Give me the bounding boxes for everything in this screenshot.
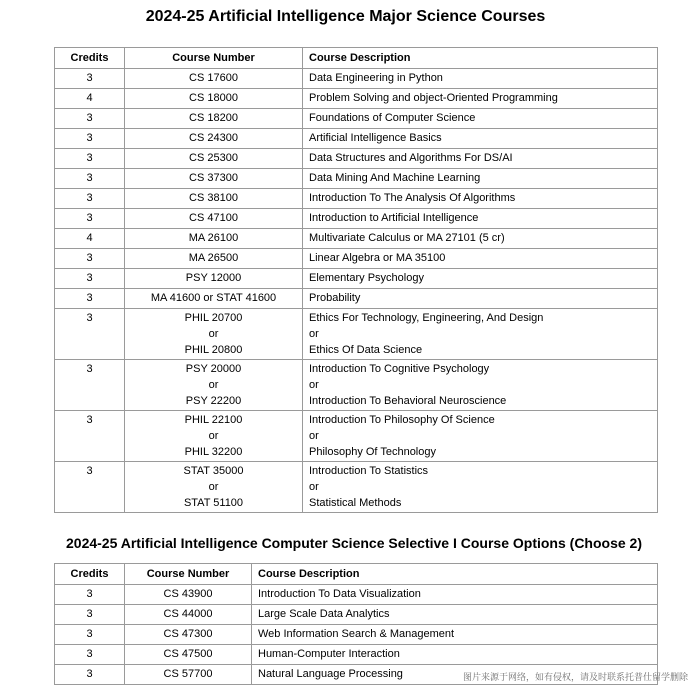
course-number-cell: CS 43900: [125, 585, 252, 605]
credits-cell: 3: [55, 69, 125, 89]
course-description-cell: Introduction To Data Visualization: [252, 585, 658, 605]
credits-cell: 3: [55, 645, 125, 665]
table-row: [55, 69, 658, 89]
table-row: [55, 309, 658, 360]
course-description-cell: Probability: [303, 289, 658, 309]
or-label: or: [309, 430, 319, 442]
course-number-cell: PSY 12000: [125, 269, 303, 289]
course-description-option-b: Statistical Methods: [309, 497, 402, 509]
course-description-cell: Foundations of Computer Science: [303, 109, 658, 129]
course-number-cell: CS 18200: [125, 109, 303, 129]
course-number-option-b: PHIL 20800: [184, 344, 243, 356]
credits-header: Credits: [55, 564, 125, 585]
credits-header: Credits: [55, 48, 125, 69]
credits-cell: 4: [55, 89, 125, 109]
course-description-cell: Data Structures and Algorithms For DS/AI: [303, 149, 658, 169]
course-description-cell: [303, 462, 658, 513]
course-description-option-b: Philosophy Of Technology: [309, 446, 436, 458]
course-description-header: Course Description: [252, 564, 658, 585]
major-courses-table: [54, 47, 658, 513]
course-description-cell: Human-Computer Interaction: [252, 645, 658, 665]
course-description-cell: Data Engineering in Python: [303, 69, 658, 89]
credits-cell: 3: [55, 129, 125, 149]
credits-cell: 3: [55, 269, 125, 289]
or-label: or: [309, 481, 319, 493]
course-description-cell: Linear Algebra or MA 35100: [303, 249, 658, 269]
course-number-cell: [125, 462, 303, 513]
course-description-cell: Problem Solving and object-Oriented Programming: [303, 89, 658, 109]
course-number-cell: CS 37300: [125, 169, 303, 189]
course-description-cell: Introduction to Artificial Intelligence: [303, 209, 658, 229]
course-description-cell: Elementary Psychology: [303, 269, 658, 289]
watermark-text: 图片来源于网络，如有侵权，请及时联系托普仕留学删除: [462, 672, 688, 682]
table-row: [55, 411, 658, 462]
course-number-cell: CS 47300: [125, 625, 252, 645]
table-row: [55, 129, 658, 149]
credits-cell: 4: [55, 229, 125, 249]
credits-cell: 3: [55, 625, 125, 645]
credits-cell: 3: [55, 249, 125, 269]
course-description-option-a: Introduction To Cognitive Psychology: [309, 363, 490, 375]
table-row: [55, 249, 658, 269]
credits-cell: 3: [55, 109, 125, 129]
course-number-cell: MA 41600 or STAT 41600: [125, 289, 303, 309]
course-description-cell: [303, 309, 658, 360]
course-number-cell: [125, 360, 303, 411]
course-number-cell: [125, 309, 303, 360]
or-label: or: [208, 328, 219, 340]
table-row: [55, 289, 658, 309]
course-description-cell: Data Mining And Machine Learning: [303, 169, 658, 189]
course-number-cell: [125, 411, 303, 462]
course-description-cell: Natural Language Processing: [252, 665, 658, 685]
course-description-option-a: Ethics For Technology, Engineering, And Design: [309, 312, 544, 324]
table-row: [55, 169, 658, 189]
table-row: [55, 229, 658, 249]
course-number-cell: CS 47100: [125, 209, 303, 229]
table-row: [55, 269, 658, 289]
course-description-header: Course Description: [303, 48, 658, 69]
course-description-cell: [303, 360, 658, 411]
or-label: or: [309, 328, 319, 340]
course-number-option-b: PHIL 32200: [184, 446, 243, 458]
credits-cell: 3: [55, 169, 125, 189]
table-row: [55, 189, 658, 209]
credits-cell: 3: [55, 309, 125, 360]
course-number-cell: CS 47500: [125, 645, 252, 665]
table-row: [55, 462, 658, 513]
credits-cell: 3: [55, 189, 125, 209]
table-header-row: [55, 564, 658, 585]
credits-cell: 3: [55, 462, 125, 513]
table-row: [55, 209, 658, 229]
course-number-cell: CS 44000: [125, 605, 252, 625]
selective-courses-table: [54, 563, 658, 685]
table-row: [55, 605, 658, 625]
course-description-cell: [303, 411, 658, 462]
course-number-option-b: STAT 51100: [183, 497, 244, 509]
course-description-option-a: Introduction To Statistics: [309, 465, 429, 477]
course-number-cell: CS 57700: [125, 665, 252, 685]
course-number-cell: CS 18000: [125, 89, 303, 109]
course-description-option-b: Introduction To Behavioral Neuroscience: [309, 395, 507, 407]
course-description-option-b: Ethics Of Data Science: [309, 344, 423, 356]
or-label: or: [309, 379, 319, 391]
course-number-cell: MA 26500: [125, 249, 303, 269]
credits-cell: 3: [55, 149, 125, 169]
selective-courses-title: 2024-25 Artificial Intelligence Computer Science Selective I Course Options (Choose 2): [66, 535, 642, 551]
course-number-option-a: PSY 20000: [185, 363, 242, 375]
course-number-option-b: PSY 22200: [185, 395, 242, 407]
course-number-option-a: PHIL 20700: [184, 312, 243, 324]
credits-cell: 3: [55, 209, 125, 229]
credits-cell: 3: [55, 360, 125, 411]
credits-cell: 3: [55, 411, 125, 462]
course-description-cell: Artificial Intelligence Basics: [303, 129, 658, 149]
credits-cell: 3: [55, 605, 125, 625]
table-row: [55, 360, 658, 411]
table-row: [55, 109, 658, 129]
course-number-cell: CS 38100: [125, 189, 303, 209]
course-description-cell: Web Information Search & Management: [252, 625, 658, 645]
table-row: [55, 645, 658, 665]
course-description-cell: Introduction To The Analysis Of Algorithms: [303, 189, 658, 209]
or-label: or: [208, 481, 219, 493]
table-row: [55, 89, 658, 109]
course-number-cell: CS 17600: [125, 69, 303, 89]
course-number-cell: CS 25300: [125, 149, 303, 169]
or-label: or: [208, 379, 219, 391]
table-row: [55, 625, 658, 645]
course-number-option-a: PHIL 22100: [184, 414, 243, 426]
course-description-cell: Multivariate Calculus or MA 27101 (5 cr): [303, 229, 658, 249]
course-description-cell: Large Scale Data Analytics: [252, 605, 658, 625]
table-row: [55, 149, 658, 169]
major-courses-title: 2024-25 Artificial Intelligence Major Science Courses: [145, 8, 546, 25]
course-number-option-a: STAT 35000: [183, 465, 244, 477]
table-row: [55, 585, 658, 605]
credits-cell: 3: [55, 585, 125, 605]
or-label: or: [208, 430, 219, 442]
table-header-row: [55, 48, 658, 69]
course-description-option-a: Introduction To Philosophy Of Science: [309, 414, 495, 426]
course-number-header: Course Number: [125, 48, 303, 69]
credits-cell: 3: [55, 289, 125, 309]
course-number-cell: CS 24300: [125, 129, 303, 149]
course-number-cell: MA 26100: [125, 229, 303, 249]
course-number-header: Course Number: [125, 564, 252, 585]
credits-cell: 3: [55, 665, 125, 685]
